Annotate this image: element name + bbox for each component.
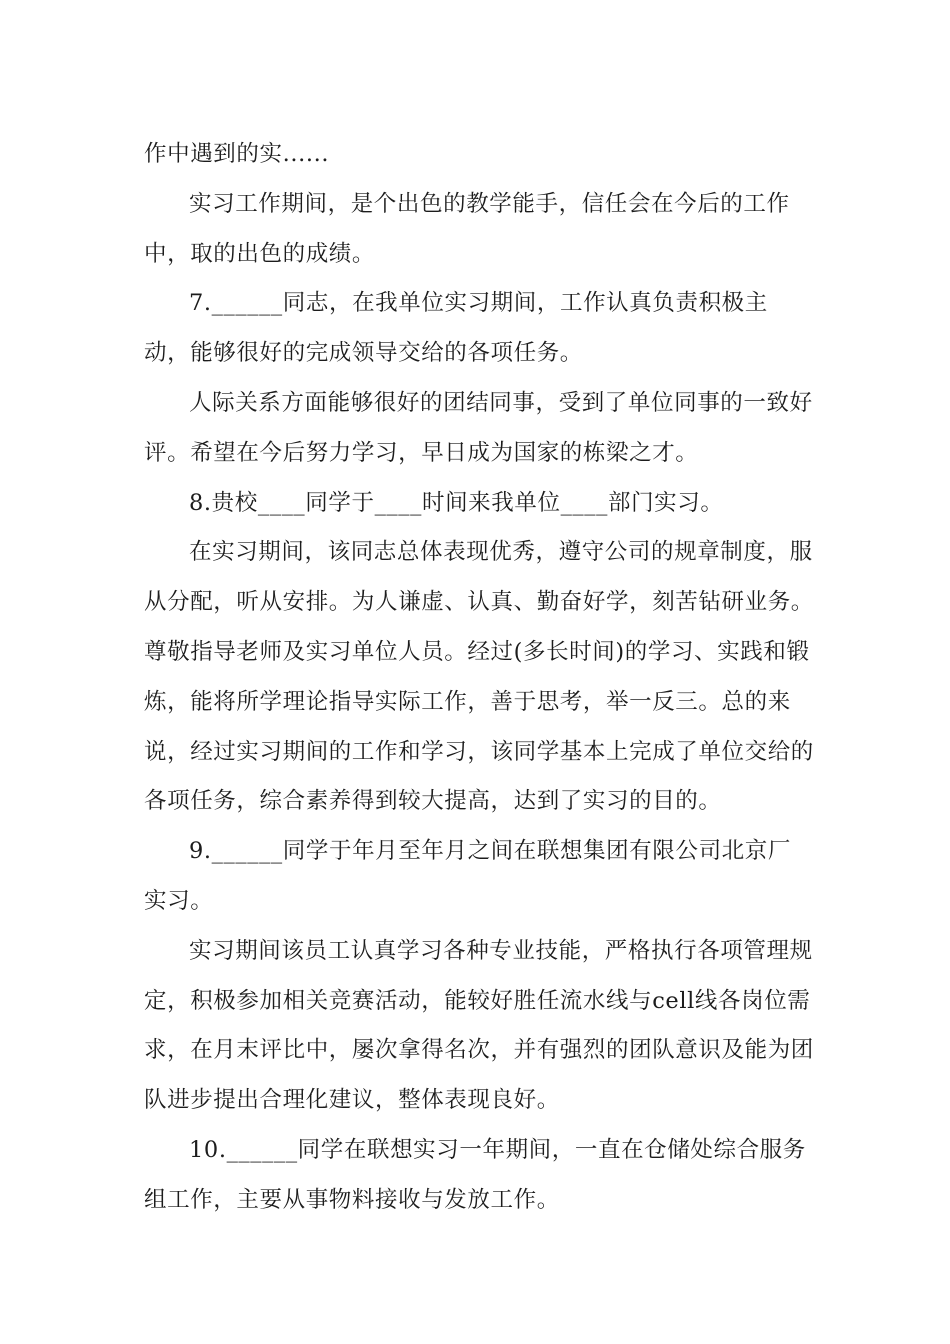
paragraph-3: 7.______同志，在我单位实习期间，工作认真负责积极主动，能够很好的完成领导交给的各项任务。 [144, 290, 768, 367]
paragraph-7: 9.______同学于年月至年月之间在联想集团有限公司北京厂实习。 [144, 838, 791, 914]
paragraph-4: 人际关系方面能够很好的团结同事，受到了单位同事的一致好评。希望在今后努力学习，早日成为国家的栋梁之才。 [144, 389, 813, 466]
paragraph-8: 实习期间该员工认真学习各种专业技能，严格执行各项管理规定，积极参加相关竞赛活动，能较好胜任流水线与cell线各岗位需求，在月末评比中，屡次拿得名次，并有强烈的团队意识及能为团队进步提出合理化建议，整体表现良好。 [144, 937, 814, 1114]
paragraph-2: 实习工作期间，是个出色的教学能手，信任会在今后的工作中，取的出色的成绩。 [144, 190, 790, 267]
paragraph-9: 10.______同学在联想实习一年期间，一直在仓储处综合服务组工作，主要从事物料接收与发放工作。 [144, 1136, 806, 1213]
document-body [144, 130, 814, 1226]
paragraph-1: 作中遇到的实...... [144, 141, 330, 167]
paragraph-5: 8.贵校____同学于____时间来我单位____部门实习。 [189, 489, 724, 516]
paragraph-6: 在实习期间，该同志总体表现优秀，遵守公司的规章制度，服从分配，听从安排。为人谦虚、认真、勤奋好学，刻苦钻研业务。尊敬指导老师及实习单位人员。经过(多长时间)的学习、实践和锻炼，能将所学理论指导实际工作，善于思考，举一反三。总的来说，经过实习期间的工作和学习，该同学基本上完成了单位交给的各项任务，综合素养得到较大提高，达到了实习的目的。 [144, 539, 814, 815]
